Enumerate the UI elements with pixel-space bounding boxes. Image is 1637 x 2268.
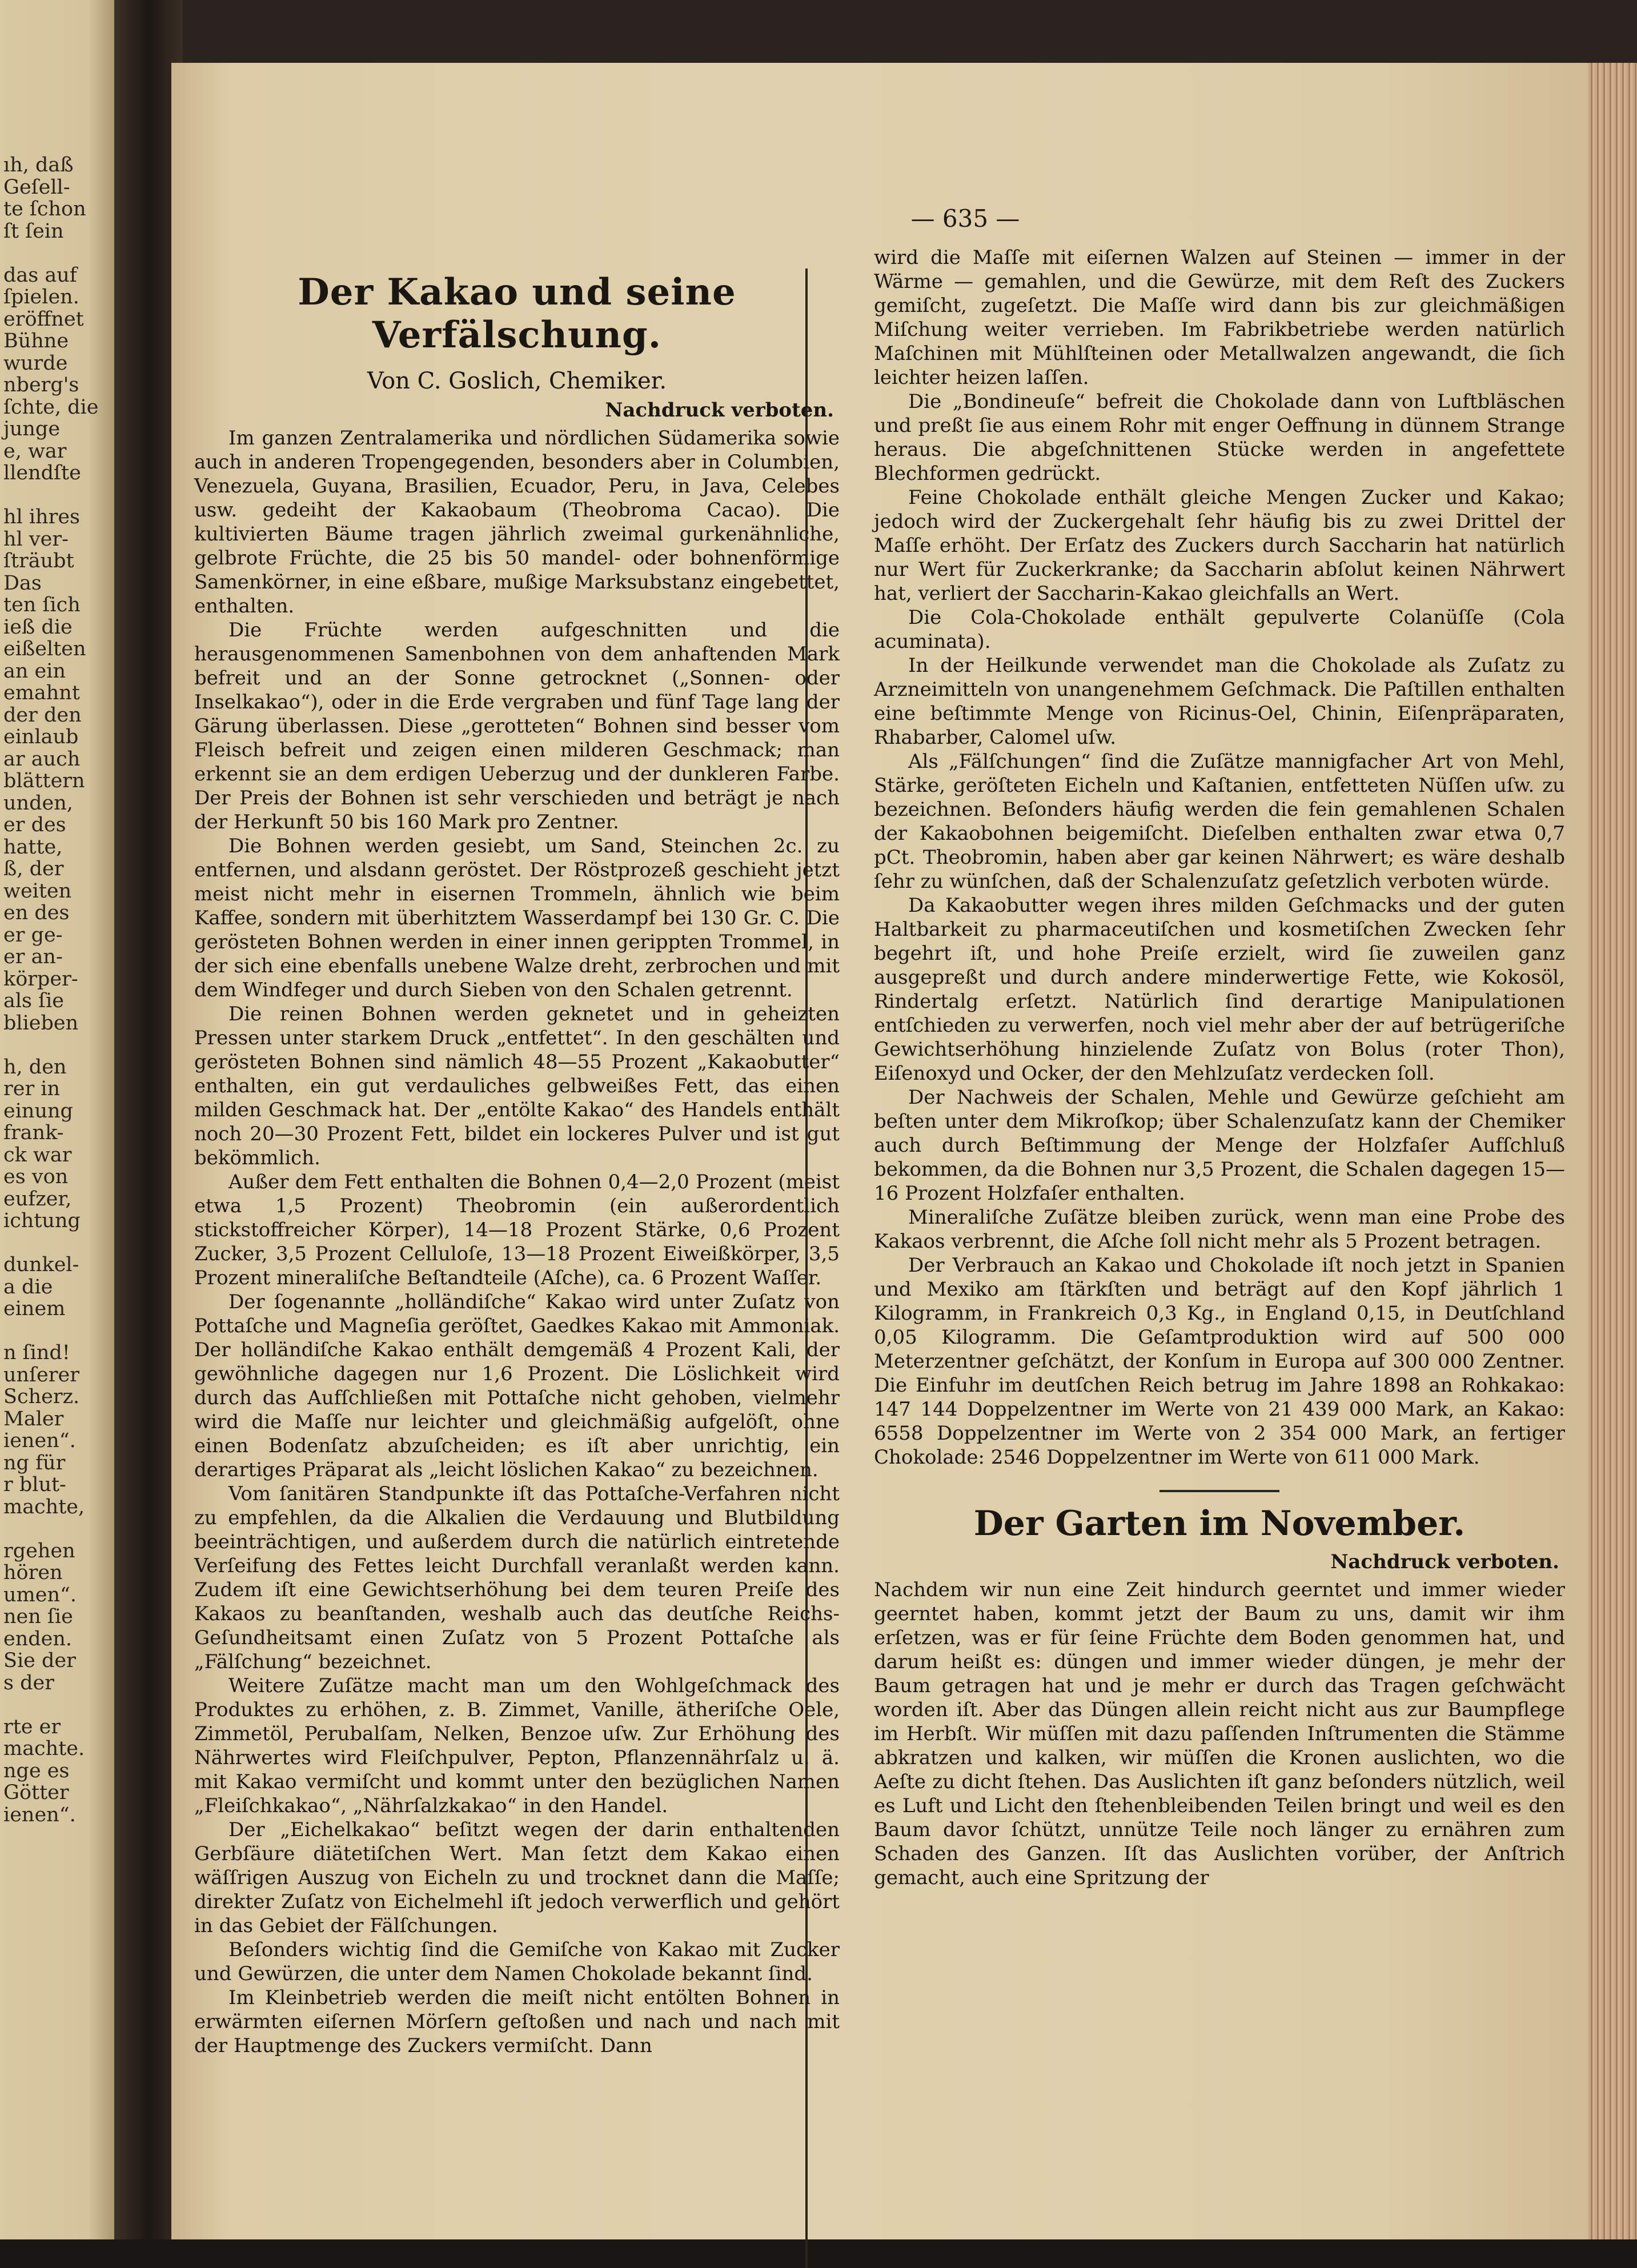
article-author: Von C. Goslich, Chemiker. — [367, 368, 667, 394]
left-page-line: eißelten — [3, 638, 86, 660]
paragraph: Außer dem Fett enthalten die Bohnen 0,4—2,0 Prozent (meist etwa 1,5 Prozent) Theobromin (ein außerordentlich stickstoffreicher Körper), 14—18 Prozent Stärke, 0,6 Prozent Zucker, 3,5 Prozent Celluloſe, 13—18 Prozent Eiweißkörper, 3,5 Prozent mineraliſche Beſtandteile (Aſche), ca. 6 Prozent Waſſer. — [194, 1171, 840, 1289]
left-page-line: ſt ſein — [3, 219, 64, 243]
left-page-line: ienen“. — [3, 1803, 76, 1826]
left-page-line: einlaub — [3, 726, 79, 748]
paragraph: wird die Maſſe mit eiſernen Walzen auf Steinen — immer in der Wärme — gemahlen, und die Gewürze, mit dem Reſt des Zuckers gemiſcht, zugeſetzt. Die Maſſe wird dann bis zur gleichmäßigen Miſchung weiter verrieben. Im Fabrikbetriebe werden natürlich Maſchinen mit Mühlſteinen oder Metallwalzen angewandt, die ſich leichter heizen laſſen. — [874, 246, 1565, 389]
left-page-line: Bühne — [3, 330, 69, 352]
left-page-line: ſpielen. — [3, 286, 79, 308]
article-title: Der Kakao und seine Verfälschung. — [298, 271, 736, 356]
left-page-line: e, war — [3, 439, 67, 463]
left-page-line: junge — [3, 418, 61, 440]
left-page-line — [3, 1232, 118, 1255]
paragraph: Der Nachweis der Schalen, Mehle und Gewürze geſchieht am beſten unter dem Mikroſkop; über Schalenzuſatz kann der Chemiker auch durch Beſtimmung der Menge der Holzfaſer Aufſchluß bekommen, da die Bohnen nur 3,5 Prozent, die Schalen dagegen 15—16 Prozent Holzfaſer enthalten. — [874, 1086, 1565, 1205]
paragraph: Da Kakaobutter wegen ihres milden Geſchmacks und der guten Haltbarkeit zu pharmaceutiſchen und kosmetiſchen Zwecken ſehr begehrt iſt, und hohe Preiſe erzielt, wird ſie zuweilen ganz ausgepreßt und durch andere minderwertige Fette, wie Kokosöl, Rindertalg erſetzt. Natürlich ſind derartige Manipulationen entſchieden zu verwerfen, noch viel mehr aber der auf betrügeriſche Gewichtserhöhung hinzielende Zuſatz von Bolus (roter Thon), Eiſenoxyd und Ocker, der den Mehlzuſatz verdecken ſoll. — [874, 894, 1565, 1085]
left-page-line: einung — [3, 1099, 73, 1123]
paragraph: Der „Eichelkakao“ beſitzt wegen der darin enthaltenden Gerbſäure diätetiſchen Wert. Man ſetzt dem Kakao einen wäſſrigen Auszug von Eicheln zu und trocknet dann die Maſſe; direkter Zuſatz von Eichelmehl iſt jedoch verwerflich und gehört in das Gebiet der Fälſchungen. — [194, 1818, 840, 1937]
left-page-text-fragments — [3, 154, 118, 1826]
left-page-line: n ſind! — [3, 1341, 70, 1364]
left-column — [194, 246, 840, 2058]
article2-reprint-notice: Nachdruck verboten. — [1330, 1550, 1559, 1573]
paragraph: Beſonders wichtig ſind die Gemiſche von Kakao mit Zucker und Gewürzen, die unter dem Namen Chokolade bekannt ſind. — [194, 1938, 840, 1985]
left-page-line: umen“. — [3, 1583, 77, 1606]
article-separator — [1159, 1490, 1279, 1492]
left-page-line: ck war — [3, 1143, 72, 1167]
paragraph: Im ganzen Zentralamerika und nördlichen Südamerika sowie auch in anderen Tropengegenden, besonders aber in Columbien, Venezuela, Guyana, Brasilien, Ecuador, Peru, in Java, Celebes usw. gedeiht der Kakaobaum (Theobroma Cacao). Die kultivierten Bäume tragen jährlich zweimal gurkenähnliche, gelbrote Früchte, die 25 bis 50 mandel- oder bohnenförmige Samenkörner, in eine eßbare, mußige Marksubstanz eingebettet, enthalten. — [194, 427, 840, 618]
left-page-line — [3, 1034, 118, 1056]
paragraph: Der ſogenannte „holländiſche“ Kakao wird unter Zuſatz von Pottaſche und Magneſia geröſtet, Gaedkes Kakao mit Ammoniak. Der holländiſche Kakao enthält demgemäß 4 Prozent Kali, der gewöhnliche dagegen nur 1,6 Prozent. Die Löslichkeit wird durch das Aufſchließen mit Pottaſche nicht gehoben, vielmehr wird die Maſſe nur leichter und gleichmäßig aufgelöſt, ohne einen Bodenſatz abzuſcheiden; es iſt aber unrichtig, ein derartiges Präparat als „leicht löslichen Kakao“ zu bezeichnen. — [194, 1291, 840, 1481]
left-page-line: der den — [3, 703, 82, 727]
article-body-right — [874, 246, 1565, 1469]
left-page-line: als ſie — [3, 989, 65, 1012]
article2-body — [874, 1578, 1565, 1890]
left-page-line: hören — [3, 1561, 63, 1584]
paragraph: Die Früchte werden aufgeschnitten und die herausgenommenen Samenbohnen von dem anhaftenden Mark befreit und an der Sonne getrocknet („Sonnen- oder Inselkakao“), oder in die Erde vergraben und fünf Tage lang der Gärung überlassen. Diese „gerotteten“ Bohnen sind besser vom Fleisch befreit und zeigen einen milderen Geschmack; man erkennt sie an dem erdigen Ueberzug und der dunkleren Farbe. Der Preis der Bohnen ist sehr verschieden und beträgt je nach der Herkunft 50 bis 160 Mark pro Zentner. — [194, 619, 840, 834]
left-page-line: Scherz. — [3, 1385, 80, 1408]
page-edges — [1582, 63, 1637, 2239]
left-page-line: enden. — [3, 1627, 73, 1650]
left-page-line: Sie der — [3, 1649, 76, 1672]
left-page-line: er ge- — [3, 923, 63, 947]
left-page-line — [3, 1694, 118, 1716]
left-page-line: an ein — [3, 659, 66, 683]
left-page-line: ng für — [3, 1451, 66, 1474]
left-page-line: nberg's — [3, 374, 79, 396]
left-page-line: machte. — [3, 1737, 85, 1760]
left-page-line: nen ſie — [3, 1605, 73, 1628]
left-page-line: ſchte, die — [3, 395, 99, 419]
left-page-line: weiten — [3, 879, 72, 903]
left-page-line: a die — [3, 1275, 53, 1299]
left-page-line: machte, — [3, 1495, 85, 1518]
left-page-line: r blut- — [3, 1473, 66, 1496]
paragraph: Der Verbrauch an Kakao und Chokolade iſt noch jetzt in Spanien und Mexiko am ſtärkſten und beträgt auf den Kopf jährlich 1 Kilogramm, in Frankreich 0,3 Kg., in England 0,15, in Deutſchland 0,05 Kilogramm. Die Geſamtproduktion wird auf 500 000 Meterzentner geſchätzt, der Konſum in Europa auf 300 000 Zentner. Die Einfuhr im deutſchen Reich betrug im Jahre 1898 an Rohkakao: 147 144 Doppelzentner im Werte von 21 439 000 Mark, an Kakao: 6558 Doppelzentner im Werte von 2 354 000 Mark, an fertiger Chokolade: 2546 Doppelzentner im Werte von 611 000 Mark. — [874, 1254, 1565, 1469]
left-page-line: blättern — [3, 770, 85, 792]
reprint-notice: Nachdruck verboten. — [605, 399, 834, 422]
left-page-line: ten ſich — [3, 594, 81, 616]
left-page-line — [3, 1320, 118, 1343]
left-page-line: Das — [3, 571, 42, 595]
left-page-line: ß, der — [3, 857, 64, 880]
left-page — [0, 0, 126, 2239]
left-page-line: Geſell- — [3, 175, 70, 199]
left-page-line: wurde — [3, 351, 68, 375]
paragraph: Die „Bondineuſe“ befreit die Chokolade dann von Luftbläschen und preßt ſie aus einem Rohr mit enger Oeffnung in dünnem Strange heraus. Die abgeſchnittenen Stücke werden in angefettete Blechformen gedrückt. — [874, 390, 1565, 485]
left-page-line: ſträubt — [3, 550, 74, 572]
left-page-line: rer in — [3, 1077, 61, 1100]
left-page-line: h, den — [3, 1055, 67, 1079]
left-page-line: llendſte — [3, 462, 81, 484]
right-page — [171, 63, 1588, 2239]
left-page-line: es von — [3, 1165, 69, 1188]
left-page-line: das auf — [3, 263, 77, 287]
left-page-line: ıh, daß — [3, 154, 74, 177]
paragraph: Nachdem wir nun eine Zeit hindurch geerntet und immer wieder geerntet haben, kommt jetzt der Baum zu uns, damit wir ihm erſetzen, was er für ſeine Früchte dem Boden genommen hat, und darum heißt es: düngen und immer wieder düngen, je mehr der Baum getragen hat und je mehr er durch das Tragen geſchwächt worden iſt. Aber das Düngen allein reicht nicht aus zur Baumpflege im Herbſt. Wir müſſen mit dazu paſſenden Inſtrumenten die Stämme abkratzen und kalken, wir müſſen die Kronen auslichten, wo die Aeſte zu dicht ſtehen. Das Auslichten iſt ganz beſonders nützlich, weil es Luft und Licht den ſtehenbleibenden Teilen bringt und weil es den Baum davor ſchützt, unnütze Teile noch länger zu ernähren zum Schaden des Ganzen. Iſt das Auslichten vorüber, der Anſtrich gemacht, auch eine Spritzung der — [874, 1578, 1565, 1889]
paragraph: Vom ſanitären Standpunkte iſt das Pottaſche-Verfahren nicht zu empfehlen, da die Alkalien die Verdauung und Blutbildung beeinträchtigen, und außerdem durch die natürlich eintretende Verſeifung des Fettes leicht Durchfall veranlaßt werden kann. Zudem iſt eine Gewichtserhöhung bei dem teuren Preiſe des Kakaos zu beanſtanden, weshalb auch das deutſche Reichs-Geſundheitsamt einen Zuſatz von 5 Prozent Pottaſche als „Fälſchung“ bezeichnet. — [194, 1482, 840, 1673]
left-page-line: te ſchon — [3, 198, 86, 221]
article-body-left — [194, 426, 840, 2058]
left-page-line: rte er — [3, 1715, 61, 1738]
left-page-line: blieben — [3, 1011, 79, 1035]
left-page-line: eröffnet — [3, 307, 84, 331]
article2-title: Der Garten im November. — [973, 1504, 1466, 1544]
paragraph: Die reinen Bohnen werden geknetet und in geheizten Pressen unter starkem Druck „entfettet“. In den geschälten und gerösteten Bohnen sind nämlich 48—55 Prozent „Kakaobutter“ enthalten, ein gut verdauliches gelbweißes Fett, das einen milden Geschmack hat. Der „entölte Kakao“ des Handels enthält noch 20—30 Prozent Fett, bildet ein lockeres Pulver und ist gut bekömmlich. — [194, 1003, 840, 1169]
left-page-line: hatte, — [3, 835, 63, 859]
left-page-line: eufzer, — [3, 1187, 72, 1211]
left-page-line: emahnt — [3, 682, 80, 704]
left-page-line: körper- — [3, 967, 78, 991]
left-page-line: nge es — [3, 1759, 70, 1782]
paragraph: Feine Chokolade enthält gleiche Mengen Zucker und Kakao; jedoch wird der Zuckergehalt ſehr häufig bis zu zwei Drittel der Maſſe erhöht. Der Erſatz des Zuckers durch Saccharin hat natürlich nur Wert für Zuckerkranke; da Saccharin abſolut keinen Nährwert hat, verliert der Saccharin-Kakao gleichfalls an Wert. — [874, 486, 1565, 605]
paragraph: Die Bohnen werden gesiebt, um Sand, Steinchen 2c. zu entfernen, und alsdann geröstet. Der Röstprozeß geschieht jetzt meist nicht mehr in eisernen Trommeln, ähnlich wie beim Kaffee, sondern mit überhitztem Wasserdampf bei 130 Gr. C. Die gerösteten Bohnen werden in einer innen gerippten Trommel, in der sich eine ebenfalls unebene Walze dreht, zerbrochen und mit dem Windfeger und durch Sieben von den Schalen getrennt. — [194, 835, 840, 1001]
paragraph: Weitere Zuſätze macht man um den Wohlgeſchmack des Produktes zu erhöhen, z. B. Zimmet, Vanille, ätheriſche Oele, Zimmetöl, Perubalſam, Nelken, Benzoe uſw. Zur Erhöhung des Nährwertes wird Fleiſchpulver, Pepton, Pflanzennährſalz u. ä. mit Kakao vermiſcht und kommt unter den bezüglichen Namen „Fleiſchkakao“, „Nährſalzkakao“ in den Handel. — [194, 1674, 840, 1817]
page-number: — 635 — — [910, 205, 1020, 233]
paragraph: Als „Fälſchungen“ ſind die Zuſätze mannigfacher Art von Mehl, Stärke, geröſteten Eicheln und Kaſtanien, entfetteten Nüſſen uſw. zu bezeichnen. Beſonders häufig werden die fein gemahlenen Schalen der Kakaobohnen beigemiſcht. Dieſelben enthalten zwar etwa 0,7 pCt. Theobromin, haben aber gar keinen Nährwert; es wäre deshalb ſehr zu wünſchen, daß der Schalenzuſatz geſetzlich verboten würde. — [874, 750, 1565, 893]
left-page-line: Götter — [3, 1781, 69, 1804]
left-page-line: en des — [3, 901, 70, 924]
left-page-line — [3, 242, 118, 265]
left-page-line: unden, — [3, 791, 73, 815]
paragraph: Die Cola-Chokolade enthält gepulverte Colanüſſe (Cola acuminata). — [874, 606, 1565, 653]
left-page-line: dunkel- — [3, 1253, 79, 1276]
left-page-line: er des — [3, 814, 66, 836]
left-page-line: ar auch — [3, 747, 81, 771]
left-page-line: Maler — [3, 1407, 64, 1430]
left-page-line — [3, 1518, 118, 1540]
left-page-line: er an- — [3, 945, 63, 968]
left-page-line: einem — [3, 1297, 66, 1320]
left-page-line: ieß die — [3, 615, 73, 639]
paragraph: Mineraliſche Zuſätze bleiben zurück, wenn man eine Probe des Kakaos verbrennt, die Aſche ſoll nicht mehr als 5 Prozent betragen. — [874, 1206, 1565, 1253]
left-page-line: ichtung — [3, 1209, 81, 1232]
left-page-line: hl ihres — [3, 506, 81, 528]
left-page-line: frank- — [3, 1121, 64, 1144]
left-page-line: unſerer — [3, 1363, 79, 1387]
left-page-line — [3, 484, 118, 507]
left-page-line: s der — [3, 1671, 54, 1694]
left-page-line: hl ver- — [3, 527, 69, 551]
paragraph: Im Kleinbetrieb werden die meiſt nicht entölten Bohnen in erwärmten eiſernen Mörſern geſtoßen und nach und nach mit der Hauptmenge des Zuckers vermiſcht. Dann — [194, 1986, 840, 2057]
left-page-line: rgehen — [3, 1539, 75, 1562]
left-page-line: ienen“. — [3, 1429, 76, 1452]
right-column — [874, 246, 1565, 1890]
paragraph: In der Heilkunde verwendet man die Chokolade als Zuſatz zu Arzneimitteln von unangenehmem Geſchmack. Die Paſtillen enthalten eine beſtimmte Menge von Ricinus-Oel, Chinin, Eiſenpräparaten, Rhabarber, Calomel uſw. — [874, 654, 1565, 749]
